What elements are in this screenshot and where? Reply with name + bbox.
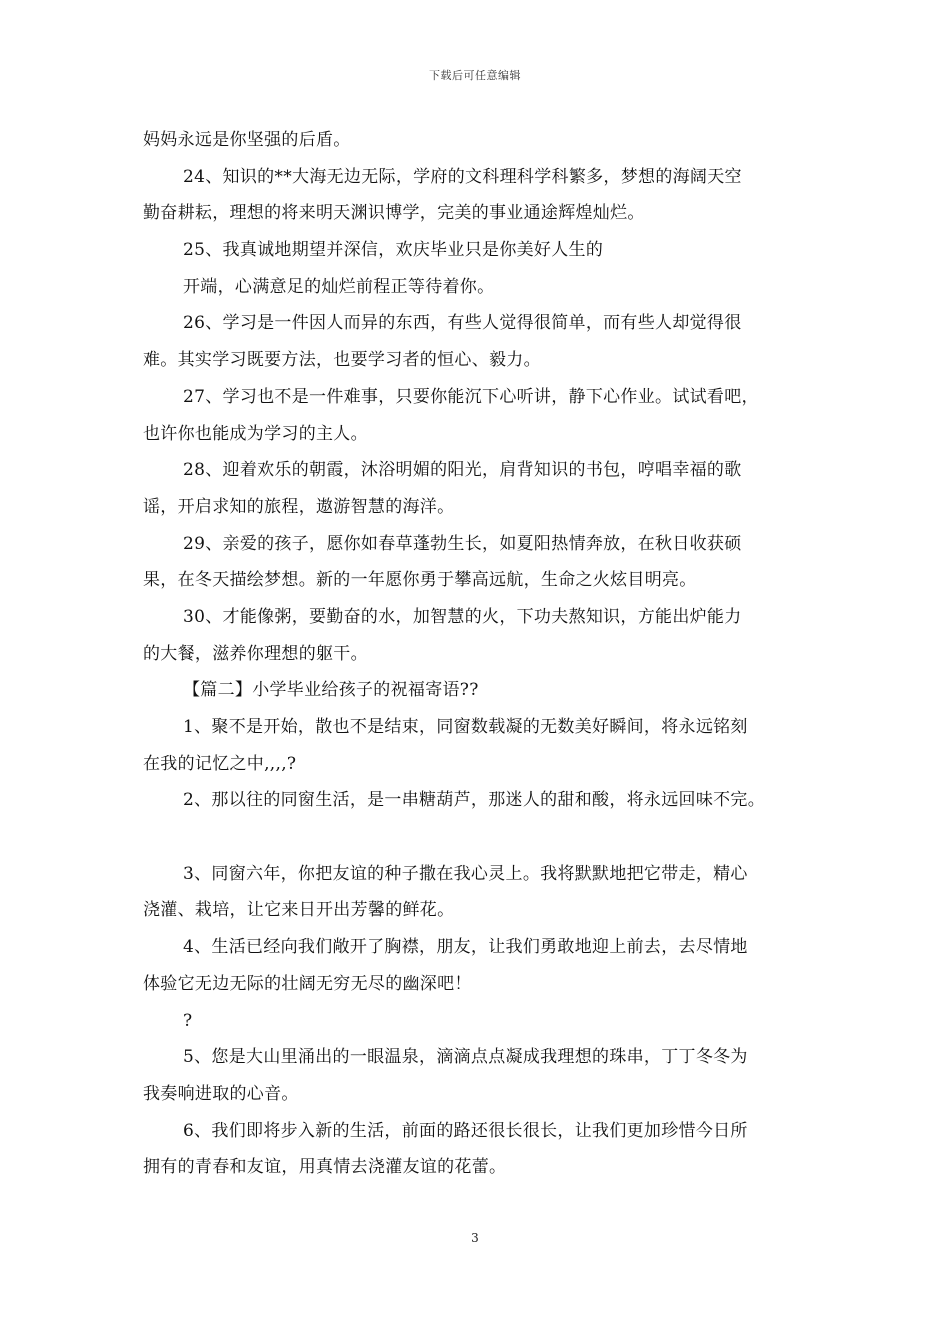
text-line: 勤奋耕耘，理想的将来明天渊识博学，完美的事业通途辉煌灿烂。 [143,203,645,224]
section-heading: 【篇二】小学毕业给孩子的祝福寄语?? [183,680,479,701]
text-line: 难。其实学习既要方法，也要学习者的恒心、毅力。 [143,350,541,371]
text-line: 6、我们即将步入新的生活，前面的路还很长很长，让我们更加珍惜今日所 [183,1120,748,1141]
text-line: 妈妈永远是你坚强的后盾。 [143,130,351,150]
text-line: 3、同窗六年，你把友谊的种子撒在我心灵上。我将默默地把它带走，精心 [183,863,748,884]
text-line: 1、聚不是开始，散也不是结束，同窗数载凝的无数美好瞬间，将永远铭刻 [183,717,748,737]
text-line: 27、学习也不是一件难事，只要你能沉下心听讲，静下心作业。试试看吧， [183,386,759,407]
text-line: 体验它无边无际的壮阔无穷无尽的幽深吧！ [143,973,472,994]
text-line: 30、才能像粥，要勤奋的水，加智慧的火，下功夫熬知识，方能出炉能力 [183,606,742,627]
text-line: 也许你也能成为学习的主人。 [143,423,368,444]
document-body [143,122,815,1186]
text-line: 25、我真诚地期望并深信，欢庆毕业只是你美好人生的 [183,240,604,261]
text-line: 拥有的青春和友谊，用真情去浇灌友谊的花蕾。 [143,1157,507,1178]
text-line: 的大餐，滋养你理想的躯干。 [143,643,368,664]
text-line: 浇灌、栽培，让它来日开出芳馨的鲜花。 [143,900,455,921]
text-line: 果，在冬天描绘梦想。新的一年愿你勇于攀高远航，生命之火炫目明亮。 [143,570,697,591]
text-line: 5、您是大山里涌出的一眼温泉，滴滴点点凝成我理想的珠串，丁丁冬冬为 [183,1047,748,1068]
text-line: 26、学习是一件因人而异的东西，有些人觉得很简单，而有些人却觉得很 [183,313,742,334]
blank-line [143,819,815,856]
text-line: 开端，心满意足的灿烂前程正等待着你。 [183,276,495,297]
text-line: 谣，开启求知的旅程，遨游智慧的海洋。 [143,496,455,517]
text-line: 24、知识的**大海无边无际，学府的文科理科学科繁多，梦想的海阔天空 [183,166,742,187]
text-line: 2、那以往的同窗生活，是一串糖葫芦，那迷人的甜和酸，将永远回味不完。 [183,790,766,811]
text-line: 我奏响进取的心音。 [143,1083,299,1104]
page-number: 3 [471,1231,479,1245]
text-line: 4、生活已经向我们敞开了胸襟，朋友，让我们勇敢地迎上前去，去尽情地 [183,937,748,958]
text-line: 在我的记忆之中,,,,? [143,753,297,774]
page-header: 下载后可任意编辑 [429,69,521,82]
text-line: 28、迎着欢乐的朝霞，沐浴明媚的阳光，肩背知识的书包，哼唱幸福的歌 [183,460,742,481]
text-line: ? [183,1010,193,1031]
text-line: 29、亲爱的孩子，愿你如春草蓬勃生长，如夏阳热情奔放，在秋日收获硕 [183,533,742,554]
